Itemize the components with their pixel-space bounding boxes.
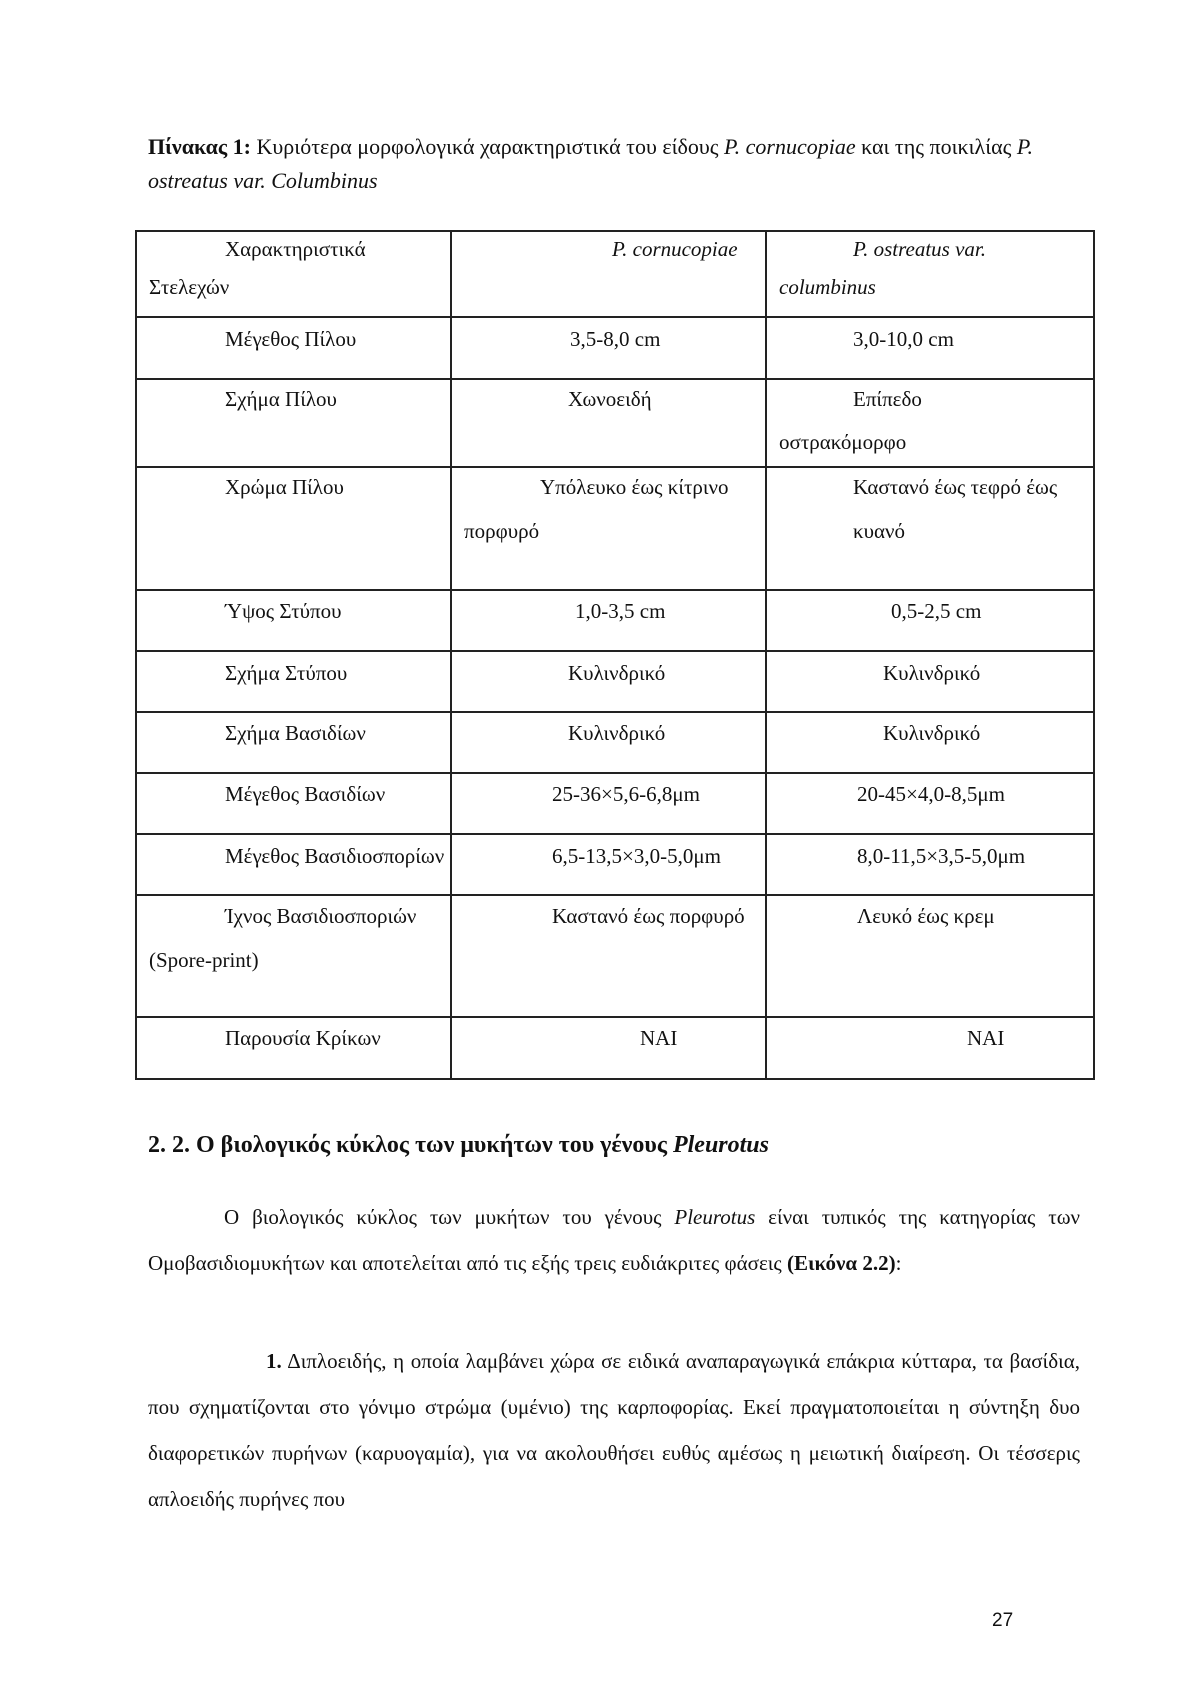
figure-reference: (Εικόνα 2.2) bbox=[786, 1251, 896, 1275]
row-cornucopiae: Κυλινδρικό bbox=[568, 661, 666, 685]
row-columbinus: Λευκό έως κρεμ bbox=[857, 904, 995, 928]
paragraph-1 bbox=[148, 1194, 1080, 1286]
row-feature-line1: Ίχνος Βασιδιοσποριών bbox=[225, 904, 417, 928]
paragraph-1-text-3: : bbox=[895, 1251, 902, 1275]
table-row bbox=[136, 379, 1094, 467]
table-row bbox=[136, 834, 1094, 895]
paragraph-1-text-2: είναι τυπικός της κατηγορίας των Ομοβασιδιομυκήτων και αποτελείται από τις εξής τρεις ευδιάκριτες φάσεις bbox=[148, 1205, 1081, 1275]
row-columbinus: Κυλινδρικό bbox=[883, 721, 981, 745]
row-feature: Μέγεθος Βασιδίων bbox=[225, 782, 386, 806]
caption-text-2: και της ποικιλίας bbox=[855, 134, 1017, 159]
table-row bbox=[136, 1017, 1094, 1079]
row-feature: Χρώμα Πίλου bbox=[225, 475, 344, 499]
table-row bbox=[136, 467, 1094, 590]
row-cornucopiae: Καστανό έως πορφυρό bbox=[552, 904, 745, 928]
row-cornucopiae: ΝΑΙ bbox=[640, 1026, 678, 1050]
header-columbinus-cell bbox=[766, 231, 1094, 317]
table-row bbox=[136, 317, 1094, 379]
row-feature: Σχήμα Στύπου bbox=[225, 661, 348, 685]
header-cornucopiae: P. cornucopiae bbox=[612, 237, 738, 261]
row-feature-line2: (Spore-print) bbox=[149, 948, 259, 972]
paragraph-2 bbox=[148, 1338, 1080, 1522]
row-cornucopiae: Κυλινδρικό bbox=[568, 721, 666, 745]
caption-label: Πίνακας 1: bbox=[148, 134, 252, 159]
row-columbinus-line1: Επίπεδο bbox=[853, 387, 922, 411]
header-feature-line1: Χαρακτηριστικά bbox=[225, 237, 366, 261]
table-row bbox=[136, 590, 1094, 651]
header-feature-cell bbox=[136, 231, 451, 317]
row-feature: Ύψος Στύπου bbox=[225, 599, 342, 623]
row-cornucopiae: 6,5-13,5×3,0-5,0μm bbox=[552, 844, 721, 868]
row-columbinus: 0,5-2,5 cm bbox=[891, 599, 982, 623]
row-columbinus: ΝΑΙ bbox=[967, 1026, 1005, 1050]
paragraph-2-text: Διπλοειδής, η οποία λαμβάνει χώρα σε ειδικά αναπαραγωγικά επάκρια κύτταρα, τα βασίδια, που σχηματίζονται στο γόνιμο στρώμα (υμένιο) της καρποφορίας. Εκεί πραγματοποιείται η σύντηξη δυο διαφορετικών πυρήνων (καρυογαμία), για να ακολουθήσει ευθύς αμέσως η μειωτική διαίρεση. Οι τέσσερις απλοειδής πυρήνες που bbox=[148, 1349, 1080, 1511]
paragraph-1-genus: Pleurotus bbox=[674, 1205, 756, 1229]
header-feature-line2: Στελεχών bbox=[149, 275, 230, 299]
section-heading bbox=[148, 1128, 1088, 1162]
row-columbinus: Κυλινδρικό bbox=[883, 661, 981, 685]
row-cornucopiae: 1,0-3,5 cm bbox=[575, 599, 666, 623]
caption-text-1: Κυριότερα μορφολογικά χαρακτηριστικά του είδους bbox=[251, 134, 725, 159]
page-number: 27 bbox=[992, 1610, 1014, 1631]
table-row bbox=[136, 895, 1094, 1017]
section-title: Ο βιολογικός κύκλος των μυκήτων του γένους bbox=[190, 1132, 673, 1158]
table-row bbox=[136, 651, 1094, 712]
table-row bbox=[136, 712, 1094, 773]
row-feature: Μέγεθος Βασιδιοσπορίων bbox=[225, 844, 445, 868]
caption-species-2: P. ostreatus var. Columbinus bbox=[148, 134, 1033, 193]
header-cornucopiae-cell bbox=[451, 231, 766, 317]
row-feature: Σχήμα Πίλου bbox=[225, 387, 337, 411]
row-feature: Μέγεθος Πίλου bbox=[225, 327, 357, 351]
row-cornucopiae: Χωνοειδή bbox=[568, 387, 652, 411]
caption-species-1: P. cornucopiae bbox=[724, 134, 856, 159]
row-cornucopiae-line2: πορφυρό bbox=[464, 519, 540, 543]
section-number: 2. 2. bbox=[148, 1132, 190, 1158]
table-caption bbox=[148, 130, 1088, 198]
table-header-row bbox=[136, 231, 1094, 317]
row-cornucopiae: 25-36×5,6-6,8μm bbox=[552, 782, 700, 806]
morphology-table bbox=[135, 230, 1095, 1080]
row-cornucopiae-line1: Υπόλευκο έως κίτρινο bbox=[540, 475, 729, 499]
row-columbinus: 20-45×4,0-8,5μm bbox=[857, 782, 1005, 806]
row-columbinus-line1: Καστανό έως τεφρό έως bbox=[853, 475, 1058, 499]
row-columbinus: 3,0-10,0 cm bbox=[853, 327, 954, 351]
row-columbinus: 8,0-11,5×3,5-5,0μm bbox=[857, 844, 1026, 868]
row-feature: Παρουσία Κρίκων bbox=[225, 1026, 381, 1050]
row-columbinus-line2: κυανό bbox=[853, 519, 905, 543]
header-columbinus-line2: columbinus bbox=[779, 275, 876, 299]
row-feature: Σχήμα Βασιδίων bbox=[225, 721, 366, 745]
table-row bbox=[136, 773, 1094, 834]
row-cornucopiae: 3,5-8,0 cm bbox=[570, 327, 661, 351]
paragraph-1-text: Ο βιολογικός κύκλος των μυκήτων του γένους bbox=[224, 1205, 675, 1229]
list-number: 1. bbox=[266, 1349, 282, 1373]
row-columbinus-line2: οστρακόμορφο bbox=[779, 430, 907, 454]
section-genus: Pleurotus bbox=[672, 1132, 769, 1158]
header-columbinus-line1: P. ostreatus var. bbox=[853, 237, 987, 261]
